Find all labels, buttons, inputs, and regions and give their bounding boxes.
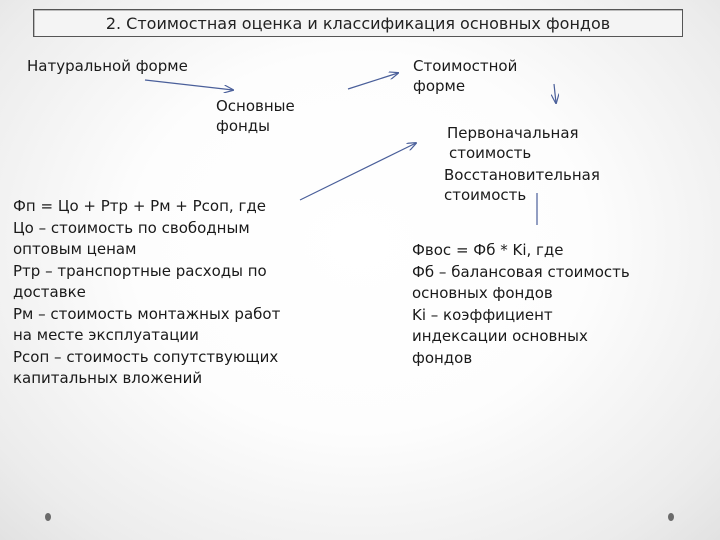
cost-form-label-line2: форме bbox=[413, 77, 466, 95]
arrow-cost-form-to-initial bbox=[554, 84, 556, 103]
formula-line: Рм – стоимость монтажных работ bbox=[13, 304, 281, 323]
formula-line: оптовым ценам bbox=[13, 240, 137, 258]
fixed-assets-label-line2: фонды bbox=[216, 117, 271, 135]
arrow-assets-to-cost-form bbox=[348, 73, 398, 89]
arrow-formula-to-initial bbox=[300, 143, 416, 200]
restoration-cost-formula-block bbox=[412, 240, 630, 369]
formula-line: индексации основных bbox=[412, 327, 588, 345]
formula-line: Ртр – транспортные расходы по bbox=[13, 261, 267, 280]
formula-line: Фб – балансовая стоимость bbox=[412, 262, 630, 281]
formula-line: на месте эксплуатации bbox=[13, 326, 199, 344]
formula-line: фондов bbox=[412, 348, 473, 367]
formula-line: капитальных вложений bbox=[13, 369, 203, 387]
formula-line: основных фондов bbox=[412, 284, 553, 302]
corner-dot-left bbox=[45, 513, 51, 521]
fixed-assets-label-line1: Основные bbox=[216, 97, 295, 115]
initial-cost-line2: стоимость bbox=[449, 144, 532, 162]
restoration-cost-label bbox=[444, 165, 600, 205]
formula-line: Цо – стоимость по свободным bbox=[13, 218, 250, 237]
cost-form-label bbox=[413, 56, 517, 96]
arrow-natural-to-assets bbox=[145, 80, 233, 90]
initial-cost-line1: Первоначальная bbox=[447, 124, 579, 142]
slide-title: 2. Стоимостная оценка и классификация основных фондов bbox=[33, 9, 683, 37]
cost-form-label-line1: Стоимостной bbox=[413, 57, 518, 75]
natural-form-label: Натуральной форме bbox=[27, 57, 188, 75]
restoration-cost-line2: стоимость bbox=[444, 186, 527, 204]
corner-dot-right bbox=[668, 513, 674, 521]
formula-line: Рсоп – стоимость сопутствующих bbox=[13, 347, 279, 366]
formula-line: Ki – коэффициент bbox=[412, 305, 553, 324]
formula-line: Фвос = Фб * Ki, где bbox=[412, 241, 564, 259]
initial-cost-formula-block bbox=[13, 196, 280, 390]
fixed-assets-label bbox=[216, 96, 295, 136]
formula-line: Фп = Цо + Ртр + Рм + Рсоп, где bbox=[13, 197, 266, 215]
restoration-cost-line1: Восстановительная bbox=[444, 166, 600, 184]
initial-cost-label bbox=[447, 123, 579, 163]
formula-line: доставке bbox=[13, 283, 86, 301]
